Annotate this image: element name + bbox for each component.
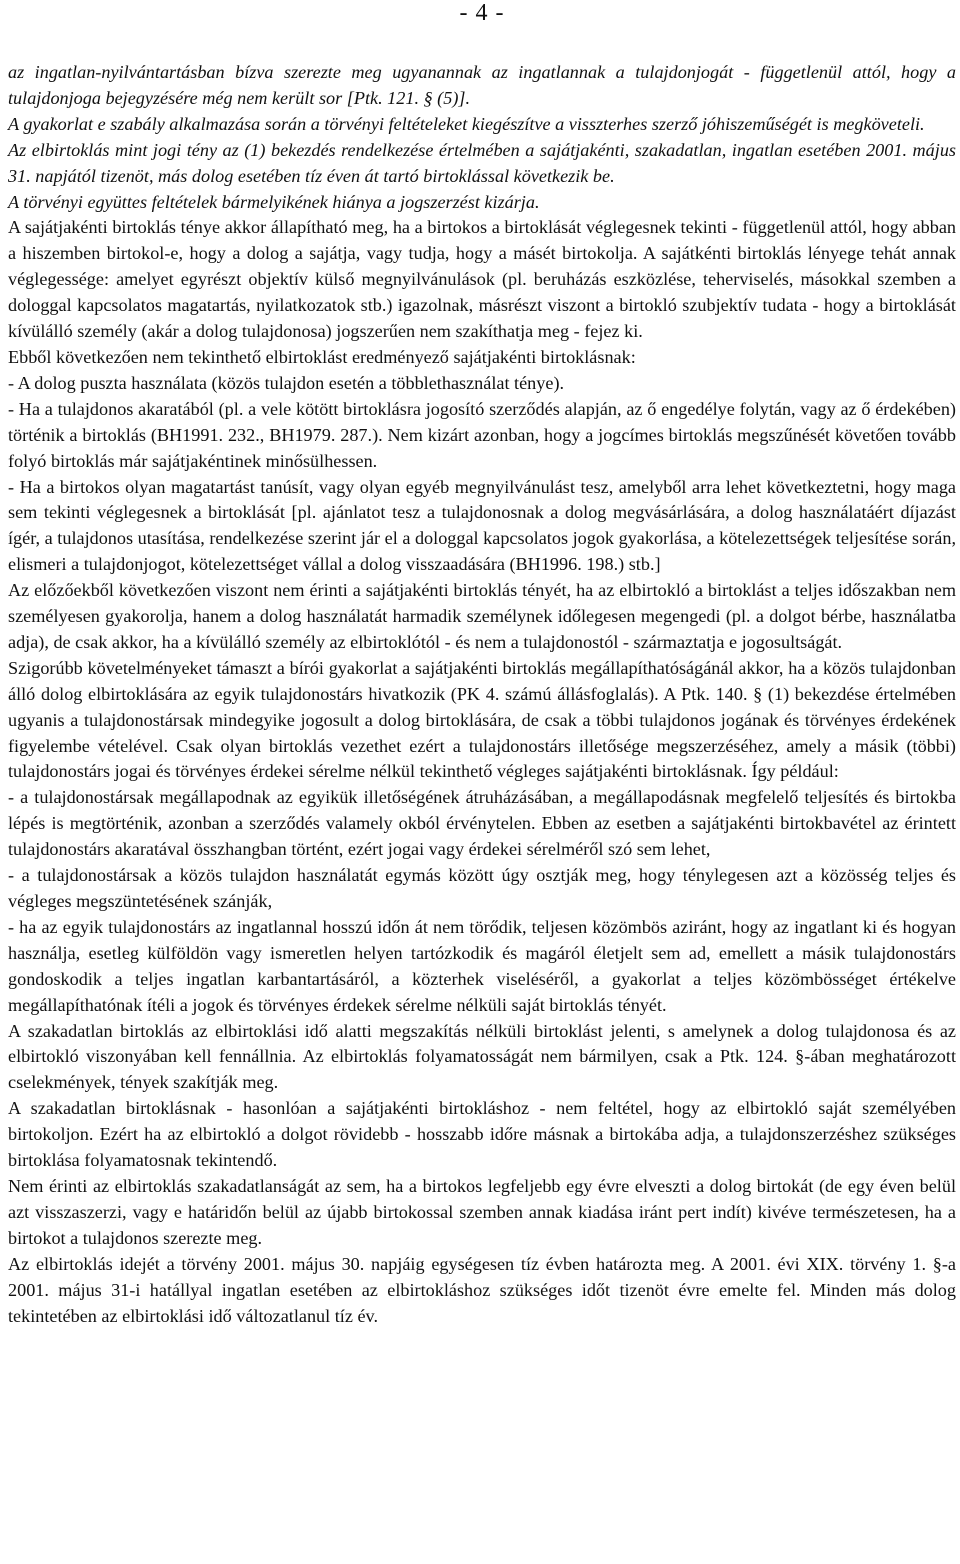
document-body xyxy=(8,60,956,1329)
paragraph-2: Ebből következően nem tekinthető elbirtoklást eredményező sajátjakénti birtoklásnak: xyxy=(8,346,636,367)
paragraph-4: - Ha a tulajdonos akaratából (pl. a vele kötött birtoklásra jogosító szerződés alapján, az ő engedélye folytán, vagy az ő érdekében) történik a birtoklás (BH1991. 232., BH1979. 287.). Nem kizárt azonban, hogy a jogcímes birtoklás megszűnését követően tovább folyó birtoklás már sajátjakéntinek minősülhessen. xyxy=(8,398,956,471)
paragraph-12: A szakadatlan birtoklásnak - hasonlóan a sajátjakénti birtokláshoz - nem feltétel, hogy az elbirtokló saját személyében birtokoljon. Ezért ha az elbirtokló a dolgot rövidebb - hosszabb időre másnak a birtokába adja, a tulajdonszerzéshez szükséges birtoklása folyamatosnak tekintendő. xyxy=(8,1098,956,1171)
paragraph-3: - A dolog puszta használata (közös tulajdon esetén a többlethasználat ténye). xyxy=(8,372,565,393)
paragraph-11: A szakadatlan birtoklás az elbirtoklási idő alatti megszakítás nélküli birtoklást jelenti, s amelynek a dolog tulajdonosa és az elbirtokló viszonyában kell fennállnia. Az elbirtoklás folyamatosságát nem bármilyen, csak a Ptk. 124. §-ában meghatározott cselekmények, tények szakítják meg. xyxy=(8,1020,956,1093)
page-number: - 4 - xyxy=(459,0,505,26)
paragraph-italic-2: A gyakorlat e szabály alkalmazása során a törvényi feltételeket kiegészítve a visszterhes szerző jóhiszeműségét is megköveteli. xyxy=(8,113,925,134)
paragraph-7: Szigorúbb követelményeket támaszt a bírói gyakorlat a sajátjakénti birtoklás megállapíthatóságánál akkor, ha a közös tulajdonban álló dolog elbirtoklására az egyik tulajdonostárs hivatkozik (PK 4. számú állásfoglalás). A Ptk. 140. § (1) bekezdése értelmében ugyanis a tulajdonostársak mindegyike jogosult a dolog birtoklására, de csak a többi tulajdonos jogának és törvényes érdekének figyelembe vételével. Csak olyan birtoklás vezethet ezért a tulajdonostárs illetősége megszerzéséhez, amely a másik (többi) tulajdonostárs jogai és törvényes érdekei sérelme nélkül tekinthető végleges sajátjakénti birtoklásnak. Így például: xyxy=(8,657,956,782)
paragraph-italic-3: Az elbirtoklás mint jogi tény az (1) bekezdés rendelkezése értelmében a sajátjakénti, szakadatlan, ingatlan esetében 2001. május 31. napjától tizenöt, más dolog esetében tíz éven át tartó birtoklással következik be. xyxy=(8,139,956,186)
paragraph-8: - a tulajdonostársak megállapodnak az egyikük illetőségének átruházásában, a megállapodásnak megfelelő teljesítés és birtokba lépés is megtörténik, azonban a szerződés valamely okból érvénytelen. Ebben az esetben a sajátjakénti birtokbavétel az érintett tulajdonostárs akaratával összhangban történt, ezért jogai vagy érdekei sérelméről szó sem lehet, xyxy=(8,787,956,860)
paragraph-10: - ha az egyik tulajdonostárs az ingatlannal hosszú időn át nem törődik, teljesen közömbös aziránt, hogy az ingatlant ki és hogyan használja, esetleg külföldön vagy ismeretlen helyen tartózkodik és magáról életjelt sem ad, emellett a másik tulajdonostárs gondoskodik a teljes ingatlan karbantartásáról, a közterhek viseléséről, a gyakorlat a teljes közömbösséget értékelve megállapíthatónak ítéli a jogok és törvényes érdekek sérelme nélküli saját birtoklás tényét. xyxy=(8,916,956,1015)
paragraph-6: Az előzőekből következően viszont nem érinti a sajátjakénti birtoklás tényét, ha az elbirtokló a birtoklást a teljes időszakban nem személyesen gyakorolja, hanem a dolog használatát harmadik személynek időlegesen megengedi (pl. a dolgot bérbe, használatba adja), de csak akkor, ha a kívülálló személy az elbirtoklótól - és nem a tulajdonostól - származtatja e jogosultságát. xyxy=(8,580,956,652)
paragraph-5: - Ha a birtokos olyan magatartást tanúsít, vagy olyan egyéb megnyilvánulást tesz, amelyből arra lehet következtetni, hogy maga sem tekinti véglegesnek a birtoklását [pl. ajánlatot tesz a tulajdonosnak a dolog megvásárlására, a dolog használatáért díjazást ígér, a tulajdonos utasítása, rendelkezése szerint jár el a dologgal kapcsolatos jogok gyakorlása, a kötelezettségek teljesítése során, elismeri a tulajdonjogot, kötelezettséget vállal a dolog visszaadására (BH1996. 198.) stb.] xyxy=(8,476,956,575)
paragraph-italic-1: az ingatlan-nyilvántartásban bízva szerezte meg ugyanannak az ingatlannak a tulajdonjogát - függetlenül attól, hogy a tulajdonjoga bejegyzésére még nem került sor [Ptk. 121. § (5)]. xyxy=(8,62,956,108)
paragraph-14: Az elbirtoklás idejét a törvény 2001. május 30. napjáig egységesen tíz évben határozta meg. A 2001. évi XIX. törvény 1. §-a 2001. május 31-i hatállyal ingatlan esetében az elbirtokláshoz szükséges időt tizenöt évre emelte fel. Minden más dolog tekintetében az elbirtoklási idő változatlanul tíz év. xyxy=(8,1253,956,1326)
paragraph-italic-4: A törvényi együttes feltételek bármelyikének hiánya a jogszerzést kizárja. xyxy=(8,191,540,212)
paragraph-1: A sajátjakénti birtoklás ténye akkor állapítható meg, ha a birtokos a birtoklását véglegesnek tekinti - függetlenül attól, hogy abban a hiszemben birtokol-e, hogy a dolog a sajátja, vagy tudja, hogy a másét birtokolja. A sajátkénti birtoklás lényege tehát annak véglegessége: amelyet egyrészt objektív külső megnyilvánulások (pl. beruházás eszközlése, teherviselés, másokkal szemben a dologgal kapcsolatos magatartás, nyilatkozatok stb.) igazolnak, másrészt viszont a birtokló szubjektív tudata - hogy a birtoklását kívülálló személy (akár a dolog tulajdonosa) jogszerűen nem szakíthatja meg - fejez ki. xyxy=(8,217,956,342)
document-page xyxy=(8,0,956,1329)
paragraph-13: Nem érinti az elbirtoklás szakadatlanságát az sem, ha a birtokos legfeljebb egy évre elveszti a dolog birtokát (de egy éven belül azt visszaszerzi, vagy e határidőn belül az újabb birtokossal szemben annak kiadása iránt pert indít) kivéve természetesen, ha a birtokot a tulajdonos szerezte meg. xyxy=(8,1175,956,1248)
paragraph-9: - a tulajdonostársak a közös tulajdon használatát egymás között úgy osztják meg, hogy ténylegesen azt a közösség teljes és végleges megszüntetésének szánják, xyxy=(8,865,956,911)
